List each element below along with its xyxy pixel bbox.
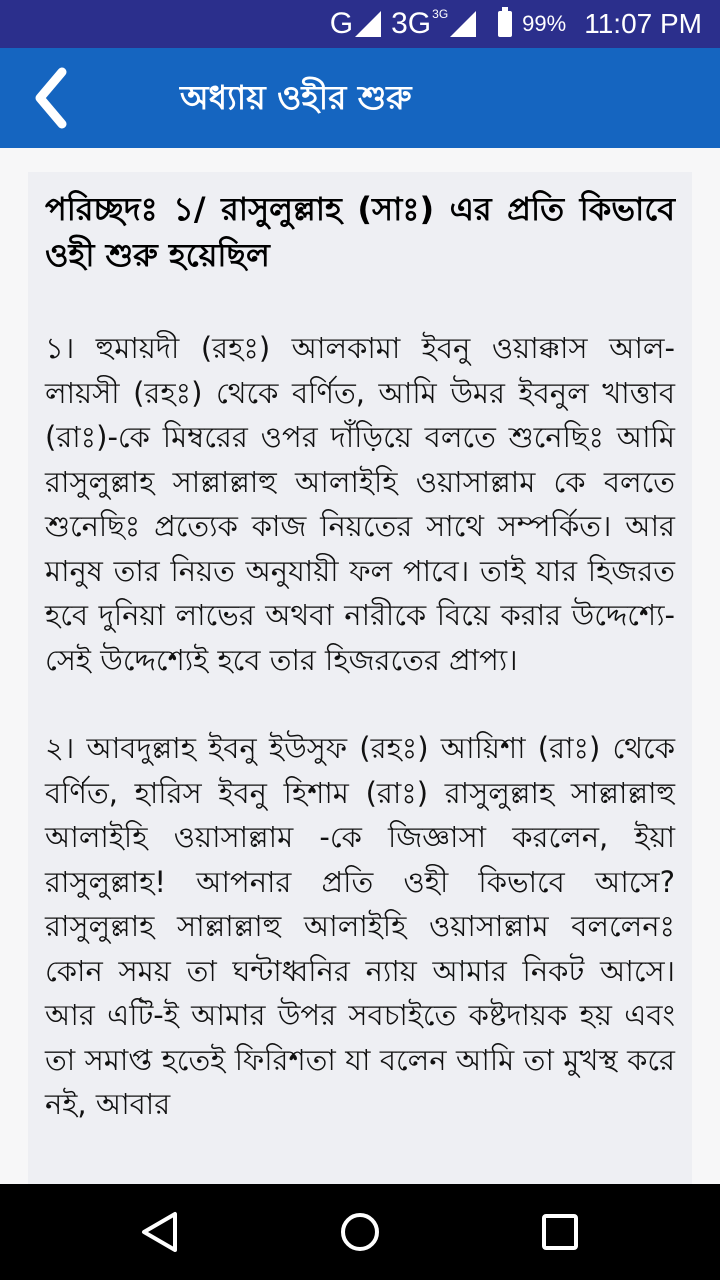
hadith-text-1: ১। হুমায়দী (রহঃ) আলকামা ইবনু ওয়াক্কাস আল-লায়সী (রহঃ) থেকে বর্ণিত, আমি উমর ইবনুল খাত্তাব (রাঃ)-কে মিম্বরের ওপর দাঁড়িয়ে বলতে শুনেছিঃ আমি রাসুলুল্লাহ সাল্লাল্লাহু আলাইহি ওয়াসাল্লাম কে বলতে শুনেছিঃ প্রত্যেক কাজ নিয়তের সাথে সম্পর্কিত। আর মানুষ তার নিয়ত অনুযায়ী ফল পাবে। তাই যার হিজরত হবে দুনিয়া লাভের অথবা নারীকে বিয়ে করার উদ্দেশ্যে- সেই উদ্দেশ্যেই হবে তার হিজরতের প্রাপ্য। (45, 331, 675, 677)
nav-back-button[interactable] (134, 1206, 186, 1258)
nav-recents-button[interactable] (534, 1206, 586, 1258)
content-scroll-area[interactable] (0, 148, 720, 1184)
signal-icon (355, 11, 381, 37)
back-triangle-icon (134, 1206, 186, 1258)
home-circle-icon (334, 1206, 386, 1258)
nav-home-button[interactable] (334, 1206, 386, 1258)
chapter-card (28, 172, 692, 1184)
network-3g-label: 3G (391, 7, 432, 40)
battery-icon (498, 11, 512, 37)
hadith-text-2: ২। আবদুল্লাহ ইবনু ইউসুফ (রহঃ) আয়িশা (রাঃ) থেকে বর্ণিত, হারিস ইবনু হিশাম (রাঃ) রাসুলুল্লাহ সাল্লাল্লাহু আলাইহি ওয়াসাল্লাম -কে জিজ্ঞাসা করলেন, ইয়া রাসুলুল্লাহ! আপনার প্রতি ওহী কিভাবে আসে? রাসুলুল্লাহ সাল্লাল্লাহু আলাইহি ওয়াসাল্লাম বললেনঃ কোন সময় তা ঘন্টাধ্বনির ন্যায় আমার নিকট আসে। আর এটি-ই আমার উপর সবচাইতে কষ্টদায়ক হয় এবং তা সমাপ্ত হতেই ফিরিশতা যা বলেন আমি তা মুখস্থ করে নই, আবার (45, 731, 675, 1121)
chevron-left-icon (28, 66, 88, 130)
network-3g-superscript: 3G (432, 7, 449, 21)
signal-icon (450, 11, 476, 37)
network-g-label: G (329, 7, 354, 40)
status-time: 11:07 PM (584, 8, 702, 39)
network-g-indicator (330, 7, 381, 41)
back-button[interactable] (28, 66, 88, 130)
app-bar (0, 48, 720, 148)
page-title: অধ্যায় ওহীর শুরু (180, 78, 412, 117)
battery-percent: 99% (522, 11, 567, 36)
chapter-heading: পরিচ্ছদঃ ১/ রাসুলুল্লাহ (সাঃ) এর প্রতি কিভাবে ওহী শুরু হয়েছিল (45, 190, 675, 274)
status-bar (0, 0, 720, 48)
recents-square-icon (534, 1206, 586, 1258)
navigation-bar (0, 1184, 720, 1280)
network-3g-indicator (391, 7, 476, 41)
